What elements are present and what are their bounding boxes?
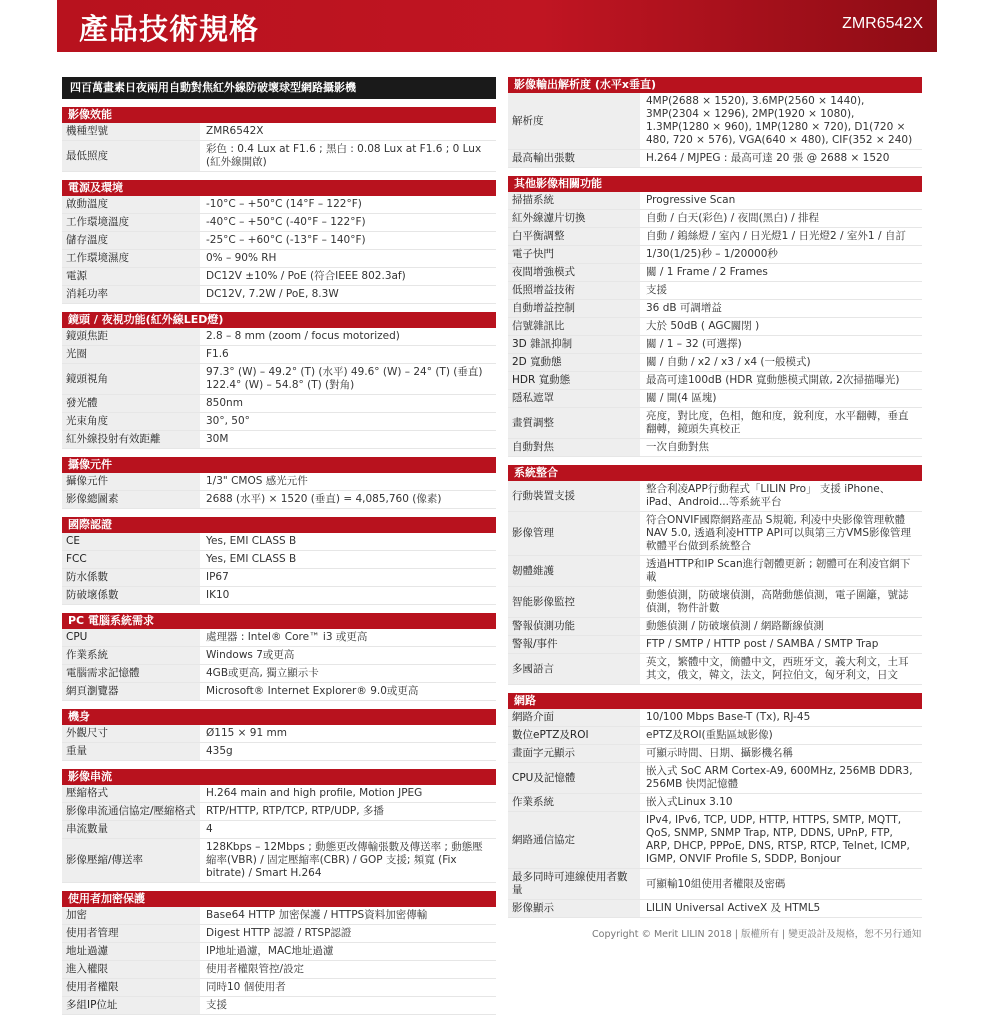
- spec-value: 可顯示時間、日期、攝影機名稱: [646, 747, 793, 759]
- spec-label: 最低照度: [62, 141, 200, 171]
- spec-row: [62, 785, 496, 803]
- spec-row: [62, 214, 496, 232]
- spec-label: 機種型號: [62, 123, 200, 140]
- spec-row: [62, 943, 496, 961]
- spec-label: 儲存溫度: [62, 232, 200, 249]
- section-heading: 網路: [508, 693, 922, 709]
- spec-label: 使用者權限: [62, 979, 200, 996]
- spec-row: [62, 551, 496, 569]
- spec-section: [508, 693, 922, 918]
- spec-value: -40°C – +50°C (-40°F – 122°F): [206, 216, 366, 228]
- spec-label: FCC: [62, 551, 200, 568]
- spec-value: 亮度，對比度，色相，飽和度，銳利度，水平翻轉，垂直翻轉，鏡頭失真校正: [646, 410, 909, 435]
- spec-label: 防破壞係數: [62, 587, 200, 604]
- spec-value: 彩色 : 0.4 Lux at F1.6 ; 黑白 : 0.08 Lux at F1.6 ; 0 Lux (紅外線開啟): [206, 143, 482, 168]
- spec-label: 工作環境溫度: [62, 214, 200, 231]
- spec-row: [62, 533, 496, 551]
- spec-value: 大於 50dB ( AGC關閉 ): [646, 320, 760, 332]
- section-heading: 其他影像相關功能: [508, 176, 922, 192]
- spec-row: [62, 431, 496, 449]
- section-heading: 電源及環境: [62, 180, 496, 196]
- spec-value: 自動 / 鎢絲燈 / 室內 / 日光燈1 / 日光燈2 / 室外1 / 自訂: [646, 230, 906, 242]
- spec-row: [62, 141, 496, 172]
- spec-section: [62, 457, 496, 509]
- spec-value: 435g: [206, 745, 233, 757]
- spec-label: 影像顯示: [508, 900, 640, 917]
- spec-row: [508, 763, 922, 794]
- spec-section: [508, 176, 922, 457]
- spec-value: 2688 (水平) × 1520 (垂直) = 4,085,760 (像素): [206, 493, 442, 505]
- spec-label: 鏡頭視角: [62, 364, 200, 394]
- spec-label: 數位ePTZ及ROI: [508, 727, 640, 744]
- spec-value: 4: [206, 823, 213, 835]
- spec-value: 關 / 自動 / x2 / x3 / x4 (一般模式): [646, 356, 811, 368]
- spec-row: [508, 318, 922, 336]
- spec-row: [62, 665, 496, 683]
- spec-value: Base64 HTTP 加密保護 / HTTPS資料加密傳輸: [206, 909, 428, 921]
- spec-row: [508, 246, 922, 264]
- spec-value: 整合利凌APP行動程式「LILIN Pro」 支援 iPhone、iPad、Android...等系統平台: [646, 483, 891, 508]
- spec-value: ZMR6542X: [206, 125, 264, 137]
- model-number: ZMR6542X: [842, 15, 923, 32]
- spec-label: 警報/事件: [508, 636, 640, 653]
- spec-row: [508, 900, 922, 918]
- spec-row: [62, 569, 496, 587]
- spec-label: 重量: [62, 743, 200, 760]
- spec-row: [62, 268, 496, 286]
- spec-value: 850nm: [206, 397, 243, 409]
- spec-value: IPv4, IPv6, TCP, UDP, HTTP, HTTPS, SMTP, MQTT, QoS, SNMP, SNMP Trap, NTP, DDNS, UPnP, FTP, ARP, DHCP, PPPoE, DNS, RTSP, RTCP, Telnet, ICMP, IGMP, ONVIF Profile S, SDDP, Bonjour: [646, 814, 910, 865]
- spec-label: 紅外線投射有效距離: [62, 431, 200, 448]
- spec-section: [62, 769, 496, 883]
- spec-row: [508, 556, 922, 587]
- spec-value: F1.6: [206, 348, 229, 360]
- spec-label: 最高輸出張數: [508, 150, 640, 167]
- spec-value: 1/30(1/25)秒 – 1/20000秒: [646, 248, 778, 260]
- spec-row: [508, 228, 922, 246]
- spec-section: [508, 77, 922, 168]
- spec-row: [62, 123, 496, 141]
- spec-row: [62, 491, 496, 509]
- spec-section: [62, 312, 496, 449]
- spec-row: [508, 372, 922, 390]
- spec-row: [508, 336, 922, 354]
- spec-value: 使用者權限管控/設定: [206, 963, 305, 975]
- spec-value: 4GB或更高, 獨立顯示卡: [206, 667, 319, 679]
- spec-label: HDR 寬動態: [508, 372, 640, 389]
- section-heading: 影像串流: [62, 769, 496, 785]
- spec-row: [508, 745, 922, 763]
- spec-value: IP地址過濾，MAC地址過濾: [206, 945, 334, 957]
- spec-label: 作業系統: [62, 647, 200, 664]
- spec-value: Microsoft® Internet Explorer® 9.0或更高: [206, 685, 419, 697]
- spec-label: 2D 寬動態: [508, 354, 640, 371]
- spec-value: -25°C – +60°C (-13°F – 140°F): [206, 234, 366, 246]
- spec-row: [508, 192, 922, 210]
- spec-row: [62, 821, 496, 839]
- spec-value: 關 / 開(4 區塊): [646, 392, 717, 404]
- section-heading: PC 電腦系統需求: [62, 613, 496, 629]
- spec-row: [508, 150, 922, 168]
- spec-row: [508, 709, 922, 727]
- spec-value: 1/3" CMOS 感光元件: [206, 475, 308, 487]
- spec-label: 白平衡調整: [508, 228, 640, 245]
- section-heading: 攝像元件: [62, 457, 496, 473]
- spec-row: [508, 210, 922, 228]
- spec-label: CPU及記憶體: [508, 763, 640, 793]
- spec-value: 36 dB 可調增益: [646, 302, 722, 314]
- spec-value: 30M: [206, 433, 229, 445]
- spec-row: [508, 587, 922, 618]
- spec-row: [62, 725, 496, 743]
- spec-value: 97.3° (W) – 49.2° (T) (水平) 49.6° (W) – 24° (T) (垂直) 122.4° (W) – 54.8° (T) (對角): [206, 366, 483, 391]
- spec-label: 使用者管理: [62, 925, 200, 942]
- spec-label: 壓縮格式: [62, 785, 200, 802]
- spec-row: [508, 636, 922, 654]
- section-heading: 機身: [62, 709, 496, 725]
- spec-label: 電腦需求記憶體: [62, 665, 200, 682]
- spec-value: IP67: [206, 571, 229, 583]
- spec-value: -10°C – +50°C (14°F – 122°F): [206, 198, 362, 210]
- spec-row: [62, 979, 496, 997]
- spec-value: Progressive Scan: [646, 194, 736, 206]
- spec-row: [62, 473, 496, 491]
- spec-label: 隱私遮罩: [508, 390, 640, 407]
- spec-row: [62, 907, 496, 925]
- spec-value: H.264 main and high profile, Motion JPEG: [206, 787, 423, 799]
- spec-value: 關 / 1 Frame / 2 Frames: [646, 266, 768, 278]
- spec-value: 4MP(2688 × 1520), 3.6MP(2560 × 1440), 3MP(2304 × 1296), 2MP(1920 × 1080), 1.3MP(1280 × 960), 1MP(1280 × 720), D1(720 × 480, 720 × 576), VGA(640 × 480), CIF(352 × 240): [646, 95, 913, 146]
- spec-row: [62, 743, 496, 761]
- spec-value: Yes, EMI CLASS B: [206, 553, 297, 565]
- spec-value: ePTZ及ROI(重點區域影像): [646, 729, 773, 741]
- spec-label: 影像總圖素: [62, 491, 200, 508]
- spec-value: 支援: [646, 284, 667, 296]
- spec-label: CE: [62, 533, 200, 550]
- spec-row: [62, 683, 496, 701]
- right-column: [508, 77, 922, 940]
- spec-label: 掃描系統: [508, 192, 640, 209]
- spec-row: [508, 654, 922, 685]
- spec-label: 網頁瀏覽器: [62, 683, 200, 700]
- spec-label: 智能影像監控: [508, 587, 640, 617]
- spec-value: 30°, 50°: [206, 415, 250, 427]
- spec-label: 影像壓縮/傳送率: [62, 839, 200, 882]
- header-banner: [57, 0, 937, 52]
- spec-label: 網路通信協定: [508, 812, 640, 868]
- spec-value: LILIN Universal ActiveX 及 HTML5: [646, 902, 821, 914]
- spec-row: [508, 264, 922, 282]
- page-title: 產品技術規格: [79, 12, 260, 46]
- spec-row: [62, 196, 496, 214]
- spec-row: [508, 512, 922, 556]
- spec-label: 進入權限: [62, 961, 200, 978]
- spec-label: 多國語言: [508, 654, 640, 684]
- section-heading: 使用者加密保護: [62, 891, 496, 907]
- spec-label: 紅外線濾片切換: [508, 210, 640, 227]
- spec-label: 地址過濾: [62, 943, 200, 960]
- spec-value: Yes, EMI CLASS B: [206, 535, 297, 547]
- section-heading: 鏡頭 / 夜視功能(紅外線LED燈): [62, 312, 496, 328]
- spec-row: [508, 354, 922, 372]
- spec-label: 影像管理: [508, 512, 640, 555]
- spec-value: 符合ONVIF國際網路產品 S規範, 利凌中央影像管理軟體NAV 5.0, 透過利凌HTTP API可以與第三方VMS影像管理軟體平台做到系統整合: [646, 514, 911, 552]
- spec-label: 信號雜訊比: [508, 318, 640, 335]
- spec-label: 串流數量: [62, 821, 200, 838]
- spec-label: 防水係數: [62, 569, 200, 586]
- spec-row: [508, 282, 922, 300]
- spec-label: 作業系統: [508, 794, 640, 811]
- spec-label: 光圈: [62, 346, 200, 363]
- spec-value: 嵌入式Linux 3.10: [646, 796, 733, 808]
- spec-row: [62, 328, 496, 346]
- spec-value: DC12V ±10% / PoE (符合IEEE 802.3af): [206, 270, 406, 282]
- spec-label: 發光體: [62, 395, 200, 412]
- spec-row: [62, 413, 496, 431]
- spec-row: [62, 250, 496, 268]
- spec-label: 加密: [62, 907, 200, 924]
- spec-value: 可顯輸10組使用者權限及密碼: [646, 877, 786, 890]
- spec-row: [62, 286, 496, 304]
- section-heading: 影像輸出解析度 (水平x垂直): [508, 77, 922, 93]
- spec-label: 韌體維護: [508, 556, 640, 586]
- spec-label: 多組IP位址: [62, 997, 200, 1014]
- spec-label: 影像串流通信協定/壓縮格式: [62, 803, 200, 820]
- spec-label: 外觀尺寸: [62, 725, 200, 742]
- spec-label: 鏡頭焦距: [62, 328, 200, 345]
- spec-value: DC12V, 7.2W / PoE, 8.3W: [206, 288, 339, 300]
- spec-value: 同時10 個使用者: [206, 981, 286, 993]
- spec-value: 自動 / 白天(彩色) / 夜間(黑白) / 排程: [646, 212, 820, 224]
- spec-label: 工作環境濕度: [62, 250, 200, 267]
- spec-row: [508, 869, 922, 900]
- spec-label: 行動裝置支援: [508, 481, 640, 511]
- spec-label: 夜間增強模式: [508, 264, 640, 281]
- spec-value: FTP / SMTP / HTTP post / SAMBA / SMTP Trap: [646, 638, 879, 650]
- spec-value: 2.8 – 8 mm (zoom / focus motorized): [206, 330, 400, 342]
- spec-section: [508, 465, 922, 685]
- spec-value: H.264 / MJPEG : 最高可達 20 張 @ 2688 × 1520: [646, 152, 890, 164]
- spec-label: 自動對焦: [508, 439, 640, 456]
- spec-section: [62, 107, 496, 172]
- spec-value: 0% – 90% RH: [206, 252, 277, 264]
- section-heading: 影像效能: [62, 107, 496, 123]
- spec-row: [508, 618, 922, 636]
- spec-label: 最多同時可連線使用者數量: [508, 869, 640, 899]
- spec-label: 畫質調整: [508, 408, 640, 438]
- spec-label: 警報偵測功能: [508, 618, 640, 635]
- spec-label: 畫面字元顯示: [508, 745, 640, 762]
- spec-value: 動態偵測 / 防破壞偵測 / 網路斷線偵測: [646, 620, 824, 632]
- spec-label: 電子快門: [508, 246, 640, 263]
- spec-section: [62, 180, 496, 304]
- spec-value: 動態偵測，防破壞偵測，高階動態偵測，電子圍籬，號誌偵測，物件計數: [646, 589, 909, 614]
- spec-section: [62, 517, 496, 605]
- spec-row: [62, 647, 496, 665]
- spec-row: [62, 925, 496, 943]
- spec-row: [62, 839, 496, 883]
- spec-value: 最高可達100dB (HDR 寬動態模式開啟, 2次掃描曝光): [646, 374, 900, 386]
- spec-label: 3D 雜訊抑制: [508, 336, 640, 353]
- spec-section: [62, 613, 496, 701]
- spec-label: 網路介面: [508, 709, 640, 726]
- spec-section: [62, 891, 496, 1015]
- section-heading: 系統整合: [508, 465, 922, 481]
- spec-row: [508, 727, 922, 745]
- spec-value: 嵌入式 SoC ARM Cortex-A9, 600MHz, 256MB DDR3, 256MB 快閃記憶體: [646, 765, 913, 790]
- spec-label: 自動增益控制: [508, 300, 640, 317]
- spec-value: Digest HTTP 認證 / RTSP認證: [206, 927, 352, 939]
- spec-value: 128Kbps – 12Mbps ; 動態更改傳輸張數及傳送率 ; 動態壓縮率(VBR) / 固定壓縮率(CBR) / GOP 支援; 頻寬 (Fix bitrate) / Smart H.264: [206, 841, 483, 879]
- spec-row: [508, 439, 922, 457]
- spec-label: 攝像元件: [62, 473, 200, 490]
- product-title: 四百萬畫素日夜兩用自動對焦紅外線防破壞球型網路攝影機: [62, 77, 496, 99]
- spec-label: 電源: [62, 268, 200, 285]
- spec-label: 光束角度: [62, 413, 200, 430]
- spec-row: [508, 300, 922, 318]
- spec-row: [62, 364, 496, 395]
- spec-label: CPU: [62, 629, 200, 646]
- left-column: [62, 77, 496, 1023]
- spec-label: 啟動溫度: [62, 196, 200, 213]
- spec-row: [62, 803, 496, 821]
- spec-row: [62, 232, 496, 250]
- spec-row: [62, 961, 496, 979]
- spec-value: 一次自動對焦: [646, 441, 709, 453]
- spec-row: [508, 93, 922, 150]
- spec-row: [62, 629, 496, 647]
- spec-value: Windows 7或更高: [206, 649, 295, 661]
- spec-value: 處理器 : Intel® Core™ i3 或更高: [206, 631, 368, 643]
- spec-label: 消耗功率: [62, 286, 200, 303]
- spec-value: 英文，繁體中文，簡體中文，西班牙文，義大利文，土耳其文，俄文，韓文，法文，阿拉伯文，匈牙利文，日文: [646, 656, 909, 681]
- spec-value: 支援: [206, 999, 227, 1011]
- copyright-notice: Copyright © Merit LILIN 2018 | 版權所有 | 變更設計及規格，恕不另行通知: [592, 929, 922, 940]
- spec-row: [508, 390, 922, 408]
- spec-value: 關 / 1 – 32 (可選擇): [646, 338, 742, 350]
- spec-value: Ø115 × 91 mm: [206, 727, 287, 739]
- spec-section: [62, 709, 496, 761]
- spec-value: 10/100 Mbps Base-T (Tx), RJ-45: [646, 711, 811, 723]
- spec-label: 解析度: [508, 93, 640, 149]
- spec-label: 低照增益技術: [508, 282, 640, 299]
- spec-row: [62, 587, 496, 605]
- spec-row: [508, 812, 922, 869]
- spec-value: RTP/HTTP, RTP/TCP, RTP/UDP, 多播: [206, 805, 384, 817]
- section-heading: 國際認證: [62, 517, 496, 533]
- spec-row: [62, 395, 496, 413]
- spec-row: [508, 481, 922, 512]
- spec-row: [62, 346, 496, 364]
- spec-value: 透過HTTP和IP Scan進行韌體更新 ; 韌體可在利凌官網下載: [646, 558, 911, 583]
- spec-row: [508, 794, 922, 812]
- spec-row: [508, 408, 922, 439]
- spec-value: IK10: [206, 589, 230, 601]
